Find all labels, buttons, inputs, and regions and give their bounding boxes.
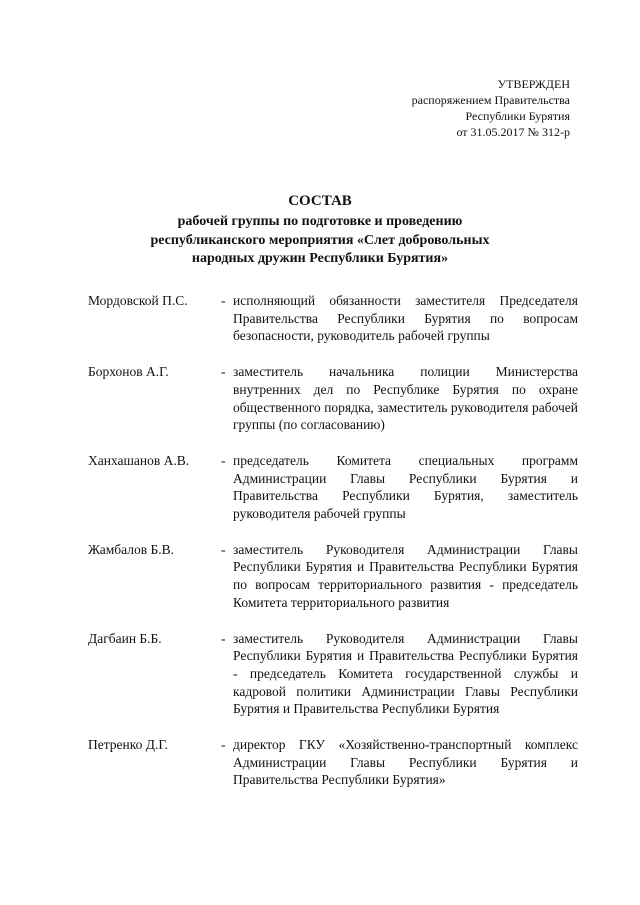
- member-dash: -: [221, 630, 226, 646]
- title-line-2: республиканского мероприятия «Слет добровольных: [150, 232, 490, 248]
- member-row: [0, 736, 640, 789]
- member-dash: -: [221, 293, 226, 308]
- approval-stamp: [412, 76, 570, 140]
- member-role: председатель Комитета специальных программ Администрации Главы Республики Бурятия и Правительства Республики Бурятия, заместитель руководителя рабочей группы: [233, 452, 578, 522]
- approval-authority: распоряжением Правительства: [411, 93, 570, 107]
- member-name: Петренко Д.Г.: [88, 737, 169, 753]
- title-line-3: народных дружин Республики Бурятия»: [191, 251, 449, 266]
- member-row: [0, 541, 640, 612]
- member-name: Дагбаин Б.Б.: [88, 630, 162, 646]
- member-name: Борхонов А.Г.: [88, 364, 169, 380]
- member-role: исполняющий обязанности заместителя Председателя Правительства Республики Бурятия по вопросам безопасности, руководитель рабочей группы: [233, 293, 578, 344]
- member-dash: -: [221, 364, 226, 380]
- member-row: [0, 363, 640, 434]
- member-row: [0, 630, 640, 719]
- members-list: [0, 292, 640, 789]
- member-row: [0, 452, 640, 523]
- document-title: [0, 191, 640, 269]
- member-name: Мордовской П.С.: [88, 293, 188, 308]
- member-row: [0, 292, 640, 345]
- member-name: Жамбалов Б.В.: [88, 541, 175, 557]
- member-name: Ханхашанов А.В.: [88, 452, 190, 468]
- approval-date-number: от 31.05.2017 № 312-р: [456, 125, 570, 139]
- member-role: заместитель Руководителя Администрации Главы Республики Бурятия и Правительства Республики Бурятия по вопросам территориального развития - председатель Комитета территориального развития: [233, 541, 578, 610]
- member-role: заместитель начальника полиции Министерства внутренних дел по Республике Бурятия по охране общественного порядка, заместитель руководителя рабочей группы (по согласованию): [233, 364, 578, 433]
- member-dash: -: [221, 452, 226, 468]
- member-role: заместитель Руководителя Администрации Главы Республики Бурятия и Правительства Республики Бурятия - председатель Комитета государственной службы и кадровой политики Администрации Главы Республики Бурятия и Правительства Республики Бурятия: [233, 630, 578, 717]
- approval-status: УТВЕРЖДЕН: [497, 77, 570, 91]
- title-main: СОСТАВ: [288, 193, 352, 209]
- approval-authority-region: Республики Бурятия: [465, 109, 570, 123]
- title-line-1: рабочей группы по подготовке и проведению: [177, 214, 463, 229]
- member-dash: -: [221, 737, 226, 753]
- member-role: директор ГКУ «Хозяйственно-транспортный комплекс Администрации Главы Республики Бурятия и Правительства Республики Бурятия»: [233, 737, 578, 788]
- member-dash: -: [221, 541, 226, 557]
